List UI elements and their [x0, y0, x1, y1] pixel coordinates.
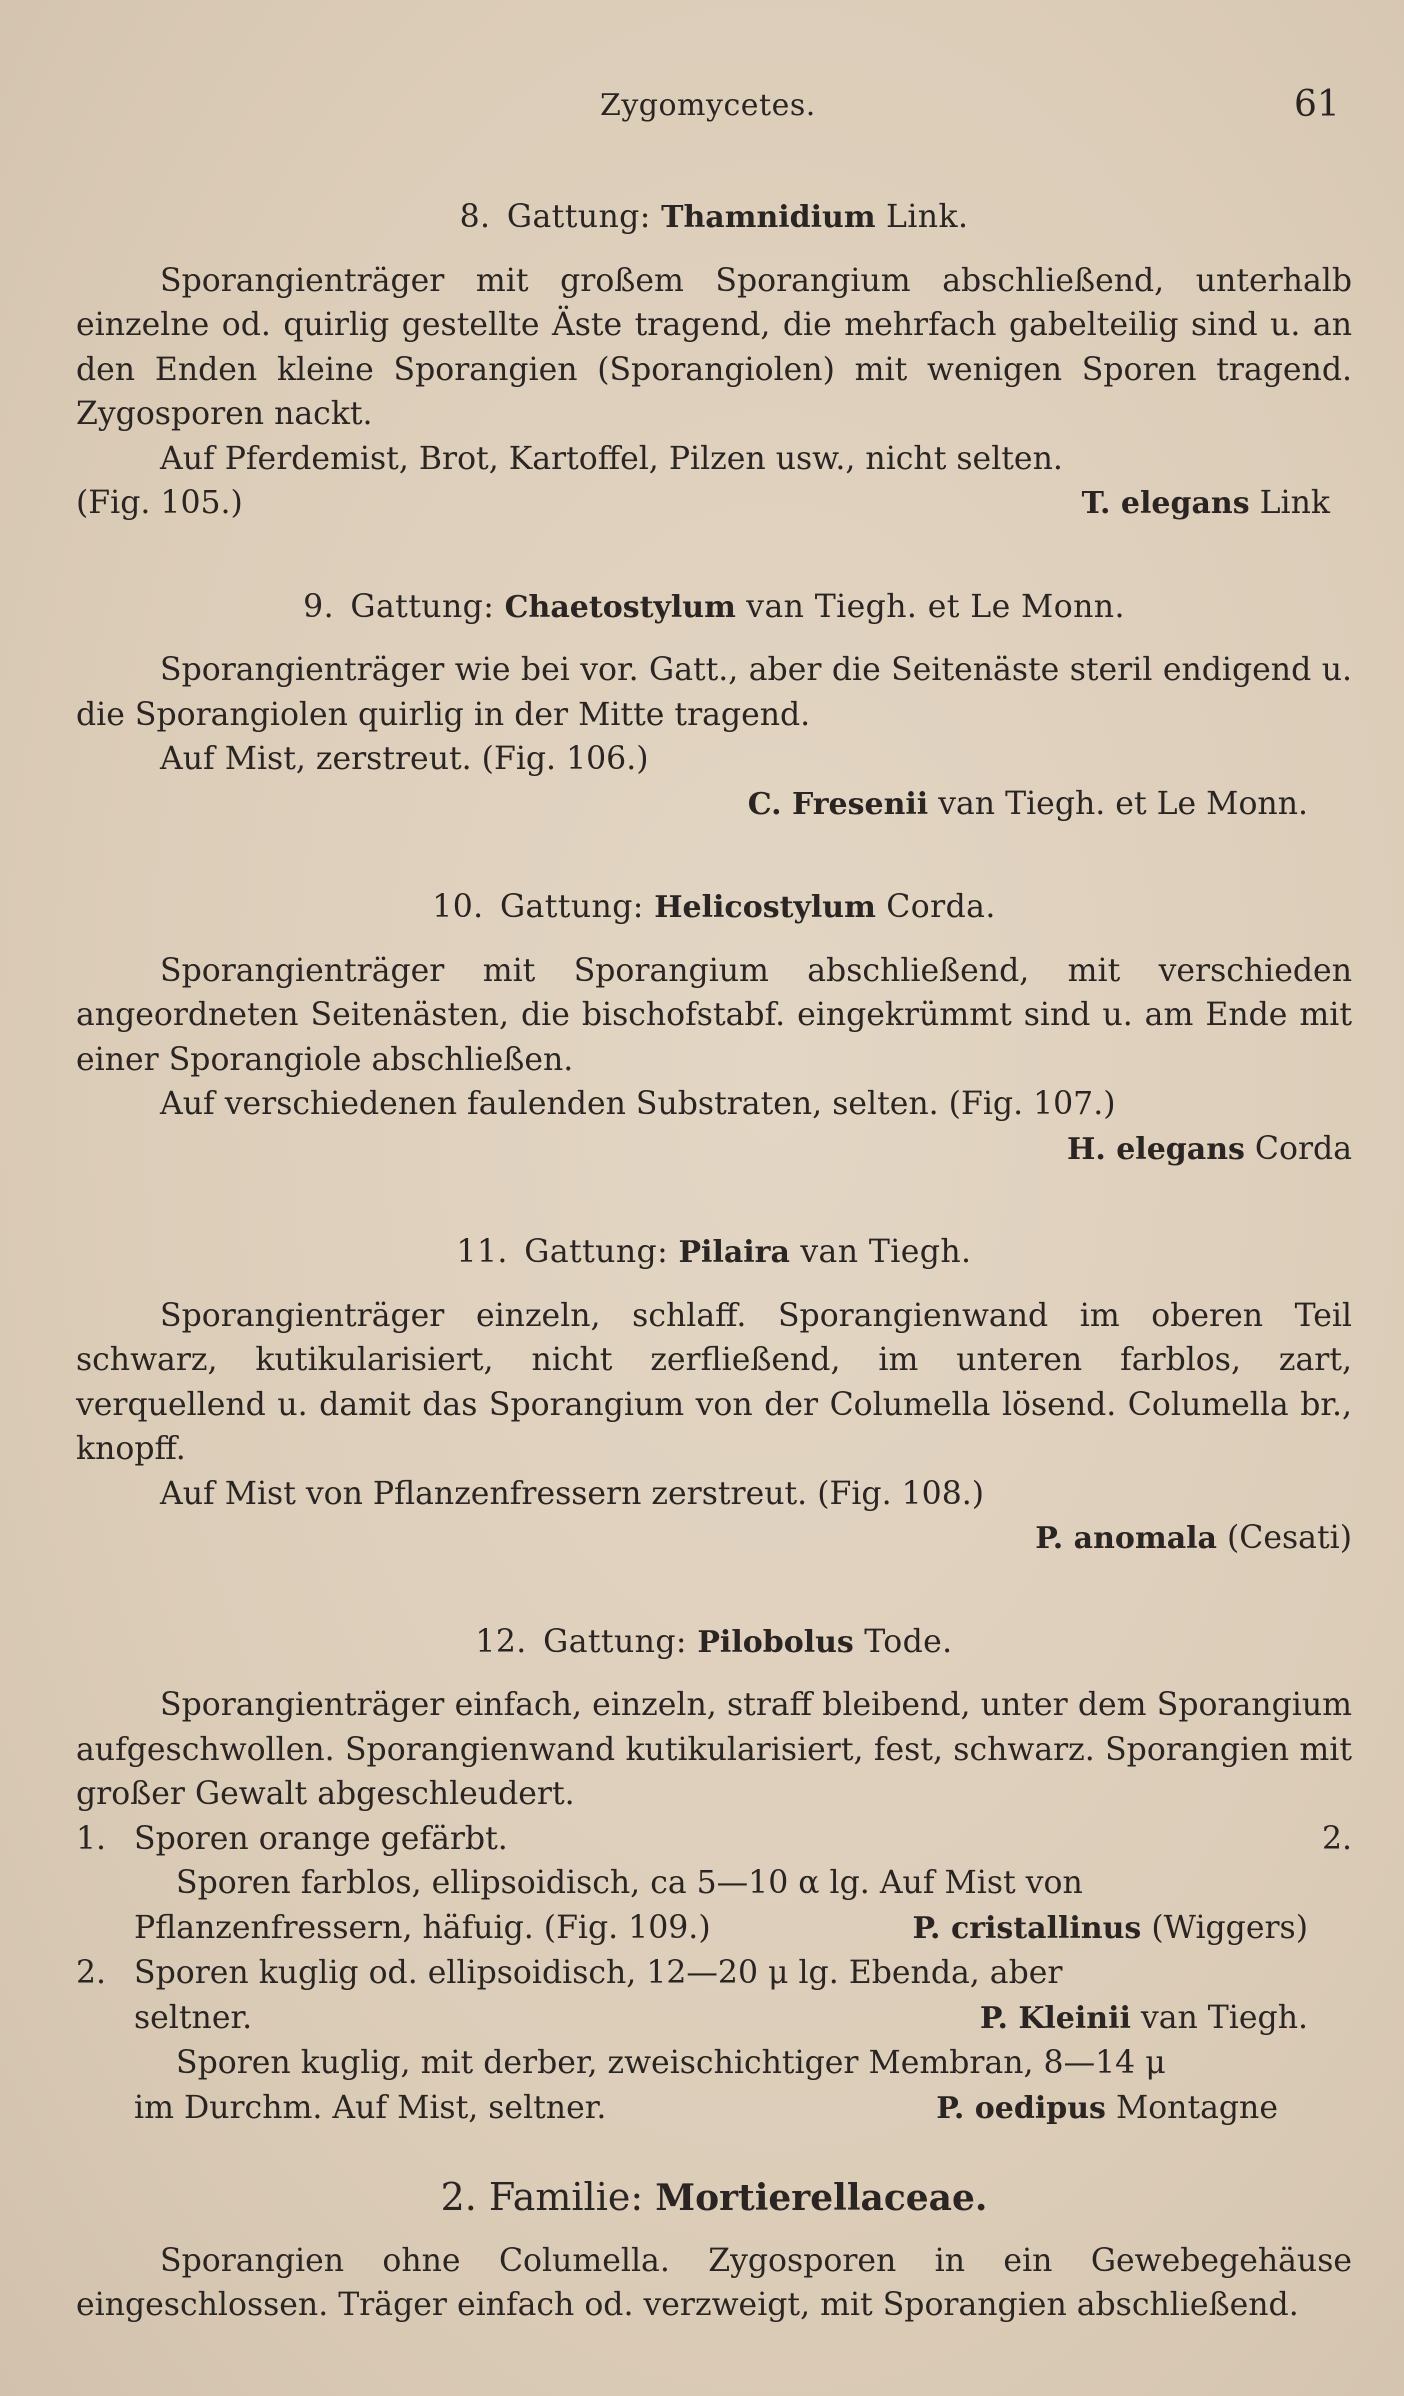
family-name: Mortierellaceae. — [655, 2177, 988, 2219]
figure-reference: (Fig. 105.) — [76, 485, 243, 521]
habitat-text: Auf Mist, zerstreut. (Fig. 106.) — [160, 741, 649, 777]
genus-description: Sporangienträger einfach, einzeln, straff bleibend, unter dem Sporangium aufgeschwollen. Sporangienwand kutikularisiert, fest, schwarz. Sporangien mit großer Gewalt abgeschleudert. — [76, 1687, 1352, 1812]
key-reference: 2. — [1321, 1820, 1352, 1857]
key-entry-1b: Sporen farblos, ellipsoidisch, ca 5—10 α lg. Auf Mist von Pflanzenfressern, häfuig. (Fig. 109.) P. cristallinus (Wiggers) — [76, 1861, 1352, 1951]
genus-name: Pilobolus — [697, 1624, 854, 1660]
species-name: P. Kleinii van Tiegh. — [979, 1999, 1308, 2036]
key-entry-2b: Sporen kuglig, mit derber, zweischichtiger Membran, 8—14 μ im Durchm. Auf Mist, seltner. P. oedipus Montagne — [76, 2041, 1352, 2131]
genus-heading: 12. Gattung: Pilobolus Tode. — [475, 1623, 953, 1660]
genus-name: Helicostylum — [654, 890, 876, 925]
page-header — [0, 84, 1404, 128]
genus-section-helicostylum — [76, 885, 1352, 1172]
genus-heading: 8. Gattung: Thamnidium Link. — [459, 199, 969, 235]
genus-description: Sporangienträger mit großem Sporangium abschließend, unterhalb einzelne od. quirlig gestellte Äste tragend, die mehrfach gabelteilig sind u. an den Enden kleine Sporangien (Sporangiolen) mit wenigen Sporen tragend. Zygosporen nackt. — [76, 262, 1352, 432]
genus-section-pilobolus — [76, 1620, 1352, 2132]
genus-heading: 11. Gattung: Pilaira van Tiegh. — [456, 1234, 972, 1270]
habitat-text: Auf verschiedenen faulenden Substraten, selten. (Fig. 107.) — [160, 1086, 1116, 1122]
page-number: 61 — [1294, 84, 1340, 125]
species-name: P. cristallinus (Wiggers) — [912, 1909, 1308, 1946]
genus-description: Sporangienträger mit Sporangium abschließend, mit verschieden angeordneten Seitenästen, die bischofstabf. eingekrümmt sind u. am Ende mit einer Sporangiole abschließen. — [76, 952, 1352, 1078]
species-name: T. elegans Link — [1081, 485, 1330, 521]
key-entry-1: 1. Sporen orange gefärbt. 2. — [76, 1817, 1352, 1862]
habitat-text: Auf Pferdemist, Brot, Kartoffel, Pilzen usw., nicht selten. — [160, 440, 1063, 477]
genus-name: Thamnidium — [661, 200, 876, 235]
habitat-text: Auf Mist von Pflanzenfressern zerstreut. (Fig. 108.) — [160, 1475, 985, 1512]
genus-section-chaetostylum — [76, 585, 1352, 828]
genus-name: Pilaira — [678, 1235, 790, 1270]
species-key — [76, 1817, 1352, 2132]
genus-section-thamnidium — [76, 195, 1352, 527]
genus-heading: 9. Gattung: Chaetostylum van Tiegh. et Le Monn. — [303, 588, 1125, 625]
figure-species-row — [76, 481, 1352, 527]
family-heading: 2. Familie: Mortierellaceae. — [440, 2175, 988, 2219]
genus-section-pilaira — [76, 1230, 1352, 1562]
family-description: Sporangien ohne Columella. Zygosporen in ein Gewebegehäuse eingeschlossen. Träger einfach od. verzweigt, mit Sporangien abschließend. — [76, 2242, 1352, 2323]
running-title: Zygomycetes. — [600, 88, 816, 123]
species-name: H. elegans Corda — [1066, 1130, 1352, 1167]
species-name: P. oedipus Montagne — [936, 2089, 1278, 2126]
page-content — [76, 195, 1352, 2328]
species-name: C. Fresenii van Tiegh. et Le Monn. — [747, 785, 1308, 822]
genus-description: Sporangienträger wie bei vor. Gatt., aber die Seitenäste steril endigend u. die Sporangiolen quirlig in der Mitte tragend. — [76, 652, 1352, 733]
genus-description: Sporangienträger einzeln, schlaff. Sporangienwand im oberen Teil schwarz, kutikularisiert, nicht zerfließend, im unteren farblos, zart, verquellend u. damit das Sporangium von der Columella lösend. Columella br., knopff. — [76, 1297, 1352, 1467]
genus-heading: 10. Gattung: Helicostylum Corda. — [432, 889, 996, 925]
genus-name: Chaetostylum — [504, 589, 736, 625]
species-name: P. anomala (Cesati) — [1035, 1520, 1352, 1556]
key-entry-2: 2. Sporen kuglig od. ellipsoidisch, 12—20 μ lg. Ebenda, aber seltner. P. Kleinii van Tiegh. — [76, 1951, 1352, 2041]
